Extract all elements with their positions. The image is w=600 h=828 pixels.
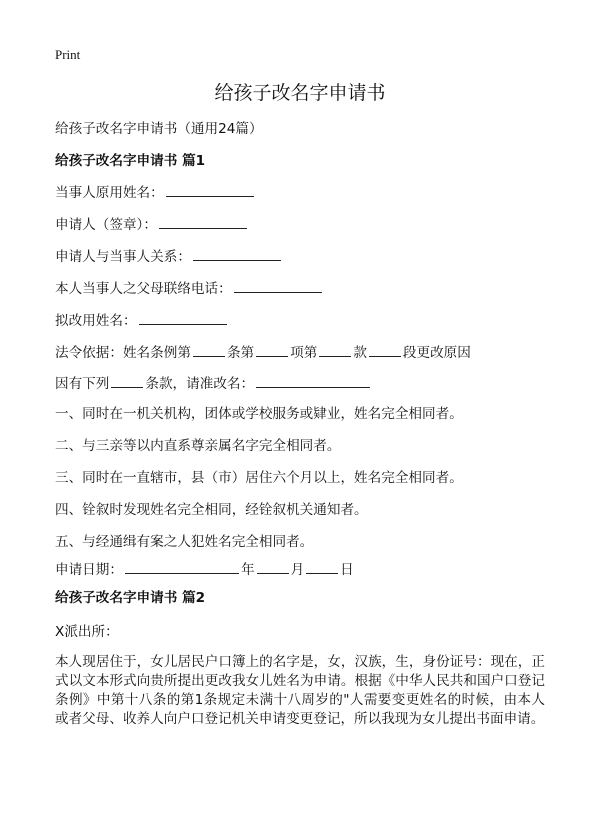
text: 段更改原因 [402,345,471,361]
item-4: 四、铨叙时发现姓名完全相同，经铨叙机关通知者。 [55,502,368,518]
blank-line [111,373,143,388]
blank-line [256,342,288,357]
item-5: 五、与经通缉有案之人犯姓名完全相同者。 [55,534,314,550]
section2-heading: 给孩子改名字申请书 篇2 [55,590,206,606]
blank-line [234,278,322,293]
text: 款 [353,345,367,361]
text: 项第 [290,345,318,361]
subtitle: 给孩子改名字申请书（通用24篇） [55,121,263,137]
blank-line [306,559,338,574]
field-label: 申请人与当事人关系： [55,249,191,265]
blank-line [139,310,227,325]
section1-heading: 给孩子改名字申请书 篇1 [55,153,206,169]
blank-line [257,559,289,574]
item-1: 一、同时在一机关机构，团体或学校服务或肄业，姓名完全相同者。 [55,406,463,422]
blank-line [369,342,401,357]
legal-basis-line [55,342,471,362]
field-original-name [55,182,256,202]
text: 申请日期： [55,562,123,578]
page-title: 给孩子改名字申请书 [214,82,386,104]
text: 因有下列 [55,376,110,392]
print-link[interactable]: Print [55,47,81,62]
text: 条第 [226,345,255,361]
blank-line [193,342,225,357]
blank-line [256,373,370,388]
text: 年 [240,562,255,578]
salutation: X派出所： [55,624,119,640]
item-3: 三、同时在一直辖市，县（市）居住六个月以上，姓名完全相同者。 [55,470,463,486]
text: 法令依据：姓名条例第 [55,345,191,361]
body-paragraph: 本人现居住于，女儿居民户口簿上的名字是，女，汉族，生，身份证号：现在，正式以文本形式向贵所提出更改我女儿姓名为申请。根据《中华人民共和国户口登记条例》中第十八条的第1条规定未满十八周岁的"人需要变更姓名的时候，由本人或者父母、收养人向户口登记机关申请变更登记，所以我现为女儿提出书面申请。 [55,654,545,727]
field-applicant-signature [55,214,249,234]
blank-line [193,246,281,261]
blank-line [166,182,254,197]
application-date-line [55,559,354,579]
item-2: 二、与三亲等以内直系尊亲属名字完全相同者。 [55,438,341,454]
text: 日 [340,562,354,578]
text: 月 [290,562,305,578]
blank-line [125,559,239,574]
field-relationship [55,246,283,266]
field-parent-phone [55,278,324,298]
blank-line [319,342,351,357]
field-new-name [55,310,229,330]
blank-line [159,214,247,229]
field-label: 拟改用姓名： [55,313,137,329]
field-label: 申请人（签章）： [55,217,157,233]
text: 条款，请准改名： [145,376,255,392]
field-label: 当事人原用姓名： [55,185,164,201]
reason-line [55,373,372,393]
field-label: 本人当事人之父母联络电话： [55,281,232,297]
